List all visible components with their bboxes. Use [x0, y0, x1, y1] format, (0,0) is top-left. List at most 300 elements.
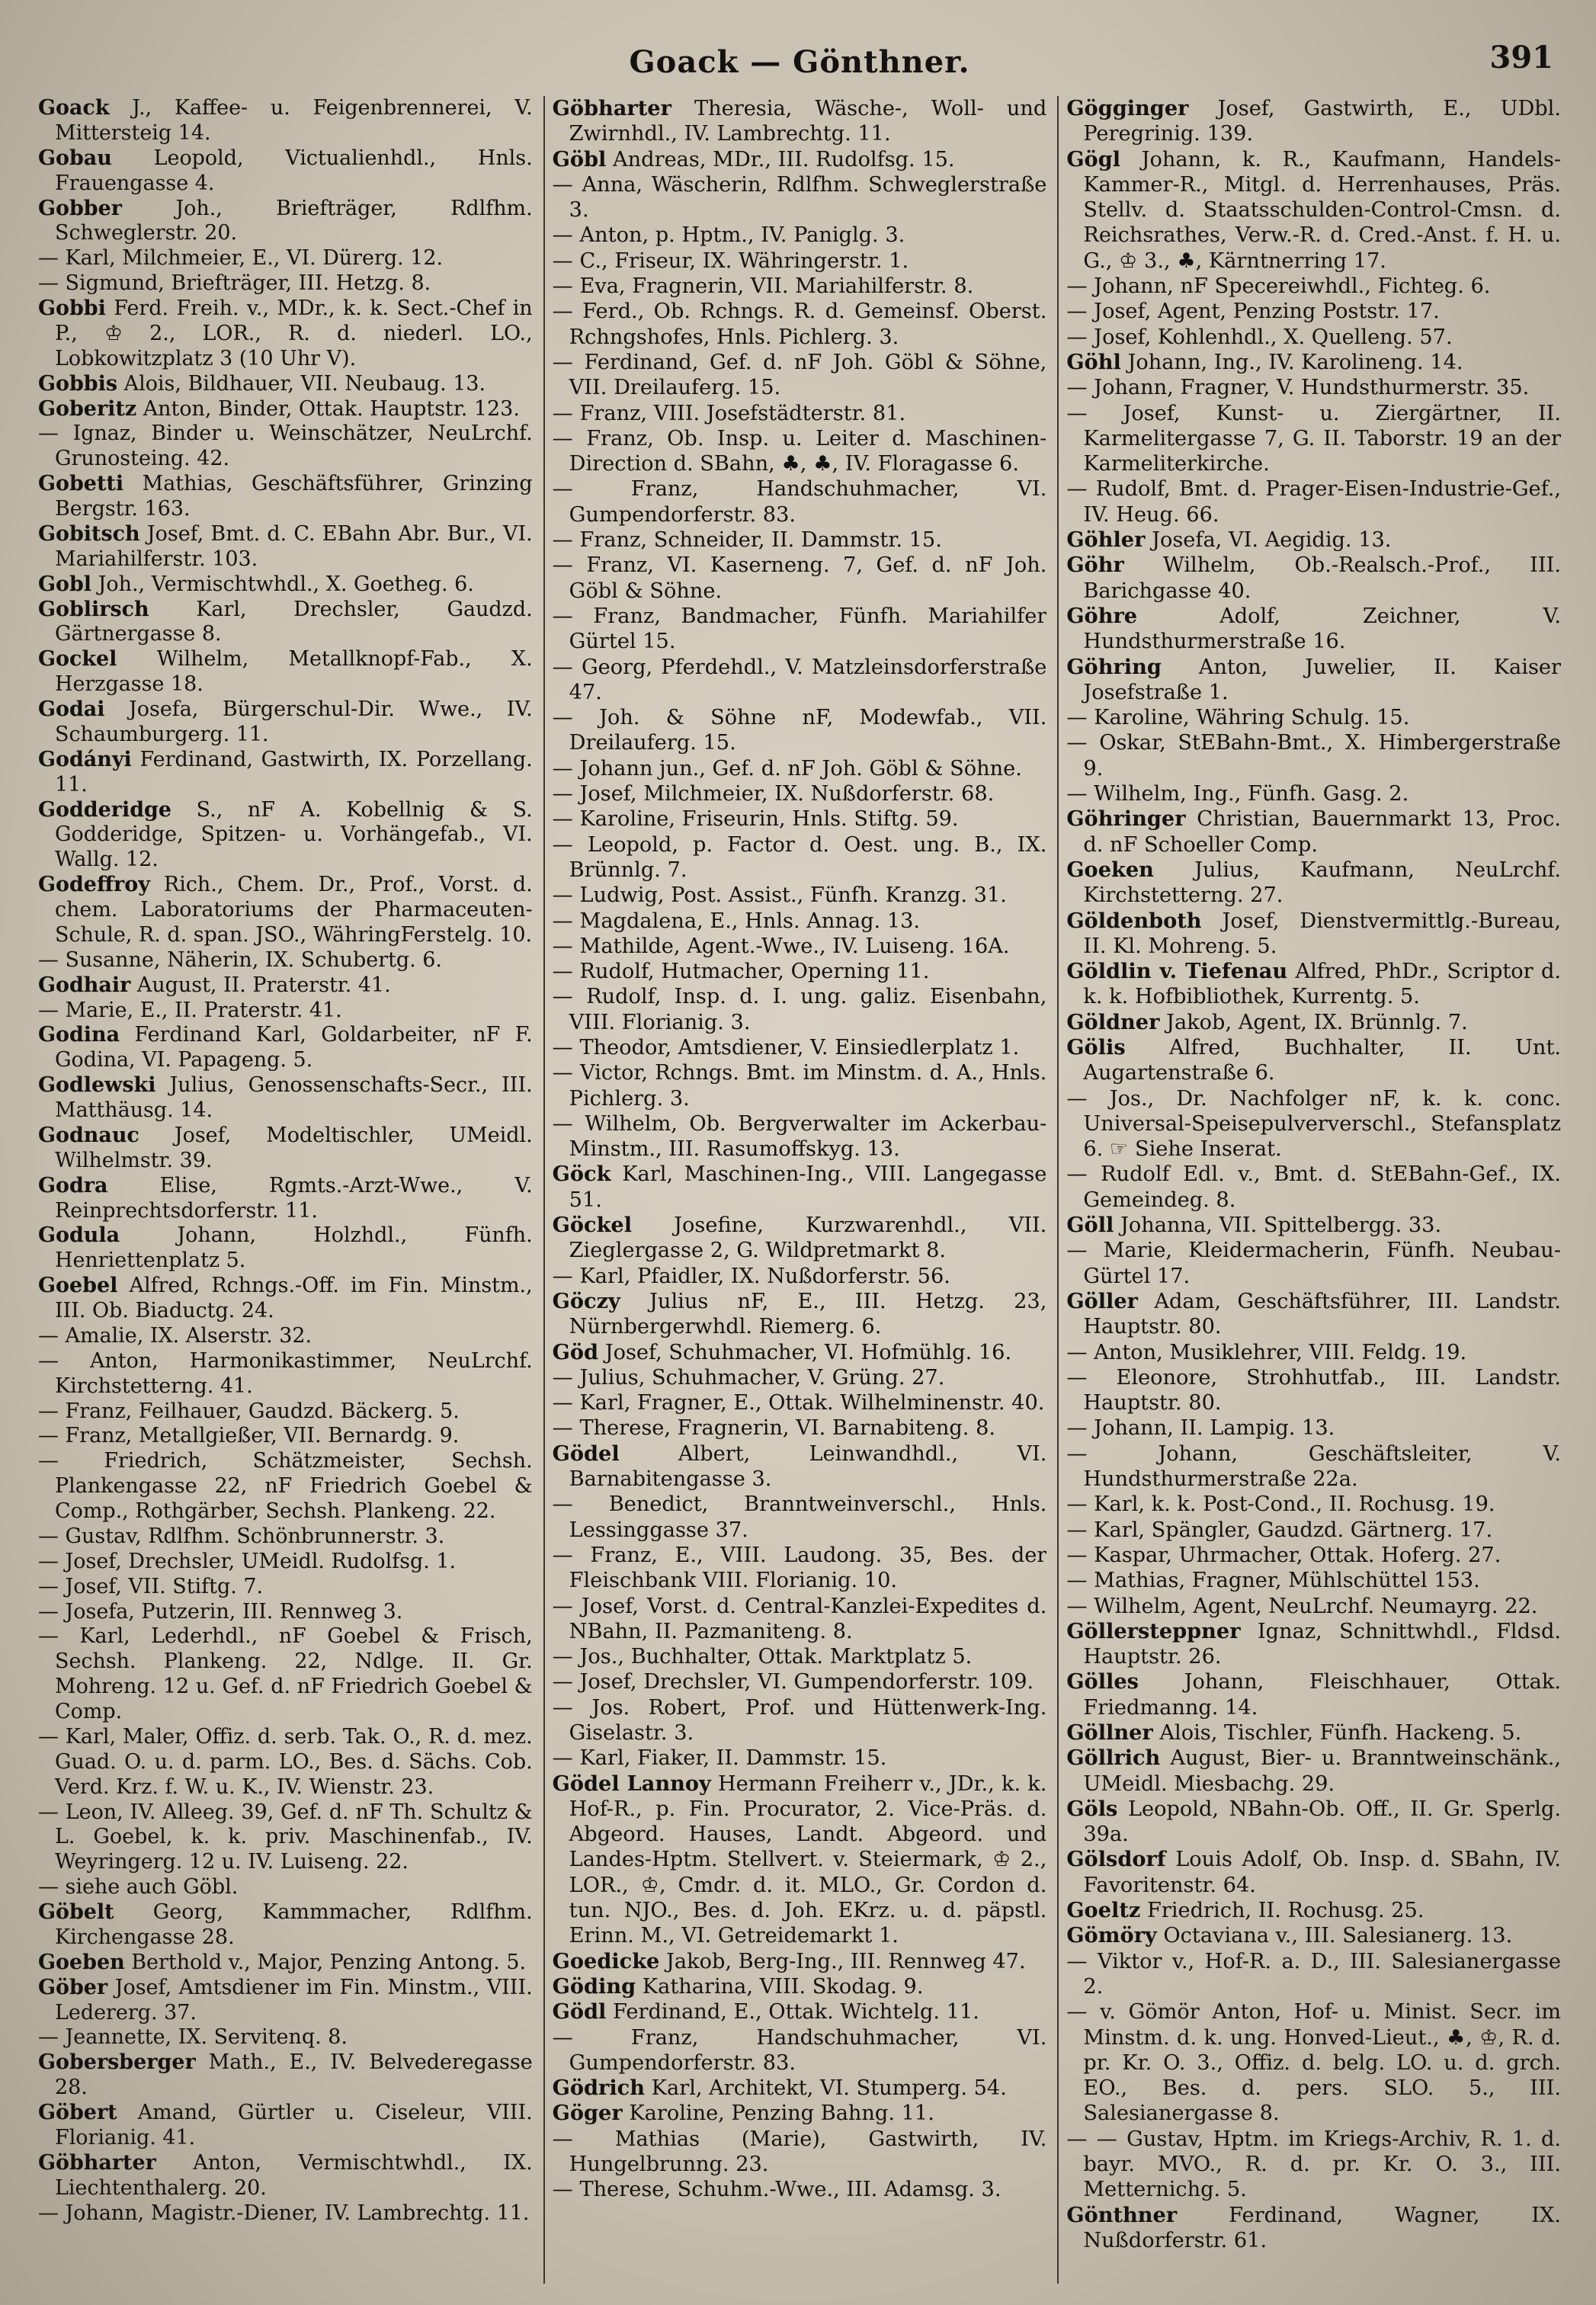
entry-details: Amand, Gürtler u. Ciseleur, VIII. Florianig. 41.	[55, 2101, 533, 2150]
directory-entry	[1066, 909, 1561, 960]
directory-entry	[1066, 1289, 1561, 1340]
directory-entry	[38, 2050, 533, 2101]
directory-entry	[38, 1073, 533, 1124]
entry-surname: Godra	[38, 1173, 108, 1197]
directory-entry	[553, 1594, 1047, 1645]
entry-details: Julius, Kaufmann, NeuLrchf. Kirchstetterng. 27.	[1083, 858, 1562, 908]
directory-entry	[1066, 1010, 1561, 1035]
directory-entry	[553, 1415, 1047, 1441]
directory-entry	[1066, 1340, 1561, 1365]
entry-details: — Rudolf, Insp. d. I. ung. galiz. Eisenbahn, VIII. Florianig. 3.	[552, 985, 1047, 1034]
directory-entry	[553, 806, 1047, 832]
entry-details: — Johann jun., Gef. d. nF Joh. Göbl & Söhne.	[552, 756, 1022, 781]
entry-details: Leopold, Victualienhdl., Hnls. Frauengasse 4.	[55, 146, 533, 195]
entry-details: Louis Adolf, Ob. Insp. d. SBahn, IV. Favoritenstr. 64.	[1083, 1848, 1562, 1897]
entry-details: Theresia, Wäsche-, Woll- und Zwirnhdl., IV. Lambrechtg. 11.	[569, 97, 1047, 146]
entry-details: Karl, Drechsler, Gaudzd. Gärtnergasse 8.	[55, 597, 533, 646]
entry-details: — Karl, Fragner, E., Ottak. Wilhelminenstr. 40.	[552, 1391, 1045, 1415]
directory-entry	[38, 472, 533, 522]
entry-details: Julius nF, E., III. Hetzg. 23, Nürnbergerwhdl. Riemerg. 6.	[569, 1289, 1047, 1339]
directory-entry	[38, 1223, 533, 1274]
entry-details: — Karl, Maler, Offiz. d. serb. Tak. O., R. d. mez. Guad. O. u. d. parm. LO., Bes. d. Sächs. Cob. Verd. Krz. f. W. u. K., IV. Wienstr. 23.	[38, 1724, 533, 1799]
directory-entry	[553, 959, 1047, 984]
directory-entry	[1066, 858, 1561, 909]
directory-entry	[1066, 1720, 1561, 1746]
entry-details: Johann, Fleischhauer, Ottak. Friedmanng. 14.	[1083, 1670, 1561, 1720]
entry-details: — Anton, Musiklehrer, VIII. Feldg. 19.	[1066, 1340, 1467, 1364]
entry-details: August, II. Praterstr. 41.	[136, 973, 391, 997]
directory-entry	[553, 1492, 1047, 1543]
directory-entry	[553, 172, 1047, 223]
directory-entry	[553, 147, 1047, 172]
directory-entry	[38, 1324, 533, 1349]
directory-entry	[553, 426, 1047, 477]
entry-details: — Leon, IV. Alleeg. 39, Gef. d. nF Th. Schultz & L. Goebel, k. k. priv. Maschinenfab., IV. Weyringerg. 12 u. IV. Luiseng. 22.	[38, 1800, 533, 1874]
entry-details: — Theodor, Amtsdiener, V. Einsiedlerplatz 1.	[552, 1035, 1020, 1060]
directory-entry	[1066, 147, 1561, 274]
entry-details: Anton, Juwelier, II. Kaiser Josefstraße 1.	[1083, 655, 1562, 704]
directory-entry	[1066, 401, 1561, 477]
directory-entry	[553, 1746, 1047, 1771]
directory-entry	[38, 2025, 533, 2050]
directory-entry	[38, 1349, 533, 1399]
entry-details: — Wilhelm, Ing., Fünfh. Gasg. 2.	[1066, 782, 1409, 806]
directory-entry	[38, 1951, 533, 1976]
entry-details: Ferd. Freih. v., MDr., k. k. Sect.-Chef in P., ♔ 2., LOR., R. d. niederl. LO., Lobkowitzplatz 3 (10 Uhr V).	[55, 297, 533, 370]
entry-details: Jakob, Berg-Ing., III. Rennweg 47.	[666, 1949, 1026, 1973]
entry-surname: Göls	[1066, 1796, 1118, 1821]
entry-details: J., Kaffee- u. Feigenbrennerei, V. Mittersteig 14.	[55, 96, 533, 145]
directory-entry	[38, 2201, 533, 2226]
directory-entry	[553, 1999, 1047, 2024]
entry-details: Anton, Binder, Ottak. Hauptstr. 123.	[143, 396, 520, 421]
directory-entry	[38, 96, 533, 146]
directory-entry	[553, 1390, 1047, 1415]
directory-entry	[38, 1174, 533, 1224]
column-right	[1057, 96, 1561, 2284]
entry-details: — Magdalena, E., Hnls. Annag. 13.	[552, 909, 921, 933]
entry-details: Wilhelm, Ob.-Realsch.-Prof., III. Barichgasse 40.	[1083, 553, 1561, 603]
entry-details: Adam, Geschäftsführer, III. Landstr. Hauptstr. 80.	[1083, 1289, 1562, 1339]
entry-surname: Göhl	[1066, 349, 1121, 374]
entry-surname: Gödl	[552, 1999, 607, 2024]
entry-surname: Göhler	[1066, 527, 1146, 553]
entry-details: — Franz, VIII. Josefstädterstr. 81.	[552, 401, 906, 425]
directory-entry	[553, 1035, 1047, 1060]
entry-surname: Gödel	[552, 1441, 620, 1466]
directory-entry	[38, 973, 533, 999]
entry-details: — Julius, Schuhmacher, V. Grüng. 27.	[552, 1365, 945, 1390]
directory-entry	[553, 1162, 1047, 1213]
entry-details: — Viktor v., Hof-R. a. D., III. Salesianergasse 2.	[1066, 1949, 1562, 1999]
directory-entry	[1066, 1518, 1561, 1543]
directory-entry	[553, 934, 1047, 959]
entry-details: — Johann, nF Specereiwhdl., Fichteg. 6.	[1066, 274, 1491, 299]
entry-details: — Susanne, Näherin, IX. Schubertg. 6.	[38, 947, 442, 972]
entry-details: — Jos. Robert, Prof. und Hüttenwerk-Ing. Giselastr. 3.	[552, 1695, 1047, 1745]
directory-entry	[38, 1624, 533, 1725]
entry-details: — Eva, Fragnerin, VII. Mariahilferstr. 8.	[552, 274, 974, 299]
entry-surname: Göldlin v. Tiefenau	[1066, 959, 1288, 984]
entry-details: Alfred, Rchngs.-Off. im Fin. Minstm., III. Ob. Biaductg. 24.	[55, 1274, 533, 1322]
entry-surname: Gölsdorf	[1066, 1847, 1166, 1872]
entry-details: Wilhelm, Metallknopf-Fab., X. Herzgasse 18.	[55, 647, 533, 697]
entry-surname: Gödrich	[552, 2076, 646, 2101]
directory-entry	[38, 647, 533, 697]
columns	[38, 96, 1561, 2284]
directory-entry	[1066, 705, 1561, 730]
entry-details: — Wilhelm, Agent, NeuLrchf. Neumayrg. 22.	[1066, 1594, 1538, 1618]
entry-surname: Gobetti	[38, 472, 124, 496]
entry-details: Ferdinand, E., Ottak. Wichtelg. 11.	[613, 2000, 979, 2024]
directory-entry	[1066, 1441, 1561, 1492]
entry-details: — Johann, Fragner, V. Hundsthurmerstr. 35.	[1066, 376, 1530, 400]
entry-details: — Franz, Metallgießer, VII. Bernardg. 9.	[38, 1424, 460, 1448]
entry-details: — Johann, II. Lampig. 13.	[1066, 1416, 1335, 1441]
entry-details: — Karoline, Währing Schulg. 15.	[1066, 706, 1410, 730]
entry-surname: Gögl	[1066, 146, 1121, 172]
entry-surname: Gobersberger	[38, 2050, 196, 2075]
entry-surname: Gobbi	[38, 297, 106, 320]
directory-entry	[553, 476, 1047, 527]
column-middle	[543, 96, 1047, 2284]
entry-details: Johann, k. R., Kaufmann, Handels-Kammer-R., Mitgl. d. Herrenhauses, Präs. Stellv. d. Staatsschulden-Control-Cmsn. d. Reichsrathes, Verw.-R. d. Cred.-Anst. f. H. u. G., ♔ 3., ♣, Kärntnerring 17.	[1083, 147, 1562, 273]
directory-entry	[553, 781, 1047, 806]
directory-entry	[553, 1695, 1047, 1746]
directory-entry	[553, 299, 1047, 350]
entry-details: — — Gustav, Hptm. im Kriegs-Archiv, R. 1. d. bayr. MVO., R. d. pr. Kr. O. 3., III. Metternichg. 5.	[1066, 2127, 1562, 2202]
directory-entry	[38, 297, 533, 372]
directory-entry	[1066, 1898, 1561, 1923]
entry-details: — Franz, Handschuhmacher, VI. Gumpendorferstr. 83.	[552, 477, 1047, 527]
directory-entry	[38, 146, 533, 197]
entry-details: — Franz, E., VIII. Laudong. 35, Bes. der Fleischbank VIII. Florianig. 10.	[552, 1543, 1047, 1593]
entry-surname: Göd	[552, 1339, 599, 1364]
directory-entry	[553, 756, 1047, 781]
entry-details: — Rudolf, Hutmacher, Operning 11.	[552, 960, 930, 984]
directory-entry	[1066, 96, 1561, 147]
entry-surname: Göding	[552, 1973, 636, 1999]
entry-surname: Göhre	[1066, 603, 1138, 628]
directory-entry	[38, 1875, 533, 1900]
directory-entry	[553, 350, 1047, 401]
entry-surname: Gobber	[38, 196, 122, 220]
entry-details: Ferdinand, Wagner, IX. Nußdorferstr. 61.	[1083, 2203, 1561, 2252]
directory-entry	[38, 697, 533, 748]
directory-entry	[553, 96, 1047, 147]
directory-entry	[1066, 1365, 1561, 1416]
entry-details: — Johann, Geschäftsleiter, V. Hundsthurmerstraße 22a.	[1066, 1441, 1562, 1492]
directory-entry	[38, 422, 533, 472]
entry-details: S., nF A. Kobellnig & S. Godderidge, Spitzen- u. Vorhängefab., VI. Wallg. 12.	[55, 797, 533, 872]
entry-details: — Jos., Buchhalter, Ottak. Marktplatz 5.	[552, 1645, 973, 1669]
directory-entry	[1066, 1999, 1561, 2126]
directory-entry	[1066, 1797, 1561, 1848]
directory-entry	[1066, 781, 1561, 806]
entry-details: Elise, Rgmts.-Arzt-Wwe., V. Reinprechtsdorferstr. 11.	[55, 1173, 533, 1223]
directory-entry	[38, 1725, 533, 1800]
directory-entry	[38, 598, 533, 648]
entry-details: — Friedrich, Schätzmeister, Sechsh. Plankengasse 22, nF Friedrich Goebel & Comp., Rothgärber, Sechsh. Plankeng. 22.	[38, 1449, 533, 1523]
entry-details: — Kaspar, Uhrmacher, Ottak. Hoferg. 27.	[1066, 1543, 1501, 1567]
entry-details: — Anna, Wäscherin, Rdlfhm. Schweglerstraße 3.	[552, 172, 1047, 223]
directory-entry	[1066, 375, 1561, 400]
directory-entry	[1066, 1543, 1561, 1568]
directory-entry	[38, 572, 533, 598]
entry-details: Joh., Briefträger, Rdlfhm. Schweglerstr. 20.	[55, 196, 533, 245]
entry-details: Josef, Gastwirth, E., UDbl. Peregrinig. 139.	[1083, 97, 1562, 146]
entry-surname: Gödel Lannoy	[552, 1771, 711, 1796]
directory-entry	[553, 1441, 1047, 1492]
entry-details: Friedrich, II. Rochusg. 25.	[1146, 1899, 1425, 1923]
directory-entry	[553, 553, 1047, 604]
entry-surname: Godina	[38, 1023, 120, 1047]
entry-details: — Josef, Milchmeier, IX. Nußdorferstr. 68.	[552, 782, 995, 806]
directory-entry	[553, 1949, 1047, 1974]
directory-entry	[553, 909, 1047, 934]
entry-details: Adolf, Zeichner, V. Hundsthurmerstraße 16.	[1083, 604, 1562, 654]
entry-details: — Franz, Ob. Insp. u. Leiter d. Maschinen-Direction d. SBahn, ♣, ♣, IV. Floragasse 6.	[552, 426, 1047, 476]
entry-details: — Marie, E., II. Praterstr. 41.	[38, 998, 342, 1022]
entry-details: — Sigmund, Briefträger, III. Hetzg. 8.	[38, 271, 431, 296]
directory-entry	[1066, 730, 1561, 781]
directory-entry	[553, 1060, 1047, 1111]
directory-entry	[38, 1023, 533, 1073]
page-header	[38, 37, 1561, 96]
entry-details: — Mathilde, Agent.-Wwe., IV. Luiseng. 16A.	[552, 934, 1010, 958]
entry-details: Josefine, Kurzwarenhdl., VII. Zieglergasse 2, G. Wildpretmarkt 8.	[569, 1213, 1047, 1263]
entry-surname: Gönthner	[1066, 2202, 1178, 2227]
entry-surname: Goedicke	[552, 1948, 660, 1973]
entry-surname: Göckel	[552, 1213, 633, 1238]
directory-entry	[553, 1771, 1047, 1949]
directory-entry	[38, 246, 533, 271]
entry-details: — Jos., Dr. Nachfolger nF, k. k. conc. Universal-Speisepulververschl., Stefansplatz 6. ☞ Siehe Inserat.	[1066, 1086, 1562, 1162]
directory-entry	[1066, 806, 1561, 858]
entry-details: Johann, Ing., IV. Karolineng. 14.	[1127, 350, 1463, 374]
directory-entry	[1066, 2127, 1561, 2203]
entry-details: — Joh. & Söhne nF, Modewfab., VII. Dreilauferg. 15.	[552, 706, 1047, 755]
entry-details: Karl, Maschinen-Ing., VIII. Langegasse 51.	[569, 1162, 1047, 1212]
directory-entry	[553, 1213, 1047, 1264]
directory-entry	[553, 274, 1047, 299]
entry-details: Leopold, NBahn-Ob. Off., II. Gr. Sperlg. 39a.	[1083, 1797, 1561, 1847]
entry-surname: Göck	[552, 1162, 611, 1187]
entry-surname: Göller	[1066, 1288, 1138, 1313]
entry-details: — Karoline, Friseurin, Hnls. Stiftg. 59.	[552, 807, 959, 832]
entry-details: Julius, Genossenschafts-Secr., III. Matthäusg. 14.	[55, 1073, 533, 1122]
entry-details: — Karl, Fiaker, II. Dammstr. 15.	[552, 1746, 887, 1771]
directory-entry	[1066, 1847, 1561, 1898]
directory-entry	[1066, 1086, 1561, 1162]
entry-details: — Victor, Rchngs. Bmt. im Minstm. d. A., Hnls. Pichlerg. 3.	[552, 1061, 1047, 1111]
entry-details: Karl, Architekt, VI. Stumperg. 54.	[651, 2076, 1007, 2101]
entry-surname: Godlewski	[38, 1073, 156, 1098]
entry-surname: Godnauc	[38, 1123, 139, 1147]
directory-entry	[553, 223, 1047, 248]
entry-details: August, Bier- u. Branntweinschänk., UMeidl. Miesbachg. 29.	[1083, 1746, 1562, 1796]
directory-entry	[553, 604, 1047, 655]
entry-surname: Godeffroy	[38, 873, 150, 897]
entry-details: — Josef, Drechsler, VI. Gumpendorferstr. 109.	[552, 1670, 1034, 1694]
entry-surname: Göhring	[1066, 654, 1162, 679]
entry-surname: Göhringer	[1066, 806, 1186, 832]
entry-surname: Gölis	[1066, 1034, 1126, 1060]
directory-entry	[553, 1289, 1047, 1340]
directory-entry	[553, 2101, 1047, 2126]
entry-surname: Goeken	[1066, 857, 1154, 882]
directory-entry	[38, 522, 533, 572]
entry-details: Georg, Kammmacher, Rdlfhm. Kirchengasse 28.	[55, 1900, 533, 1949]
directory-entry	[38, 798, 533, 874]
directory-entry	[553, 984, 1047, 1035]
entry-details: Rich., Chem. Dr., Prof., Vorst. d. chem. Laboratoriums der Pharmaceuten-Schule, R. d. span. JSO., WähringFerstelg. 10.	[55, 873, 533, 947]
entry-details: — Josef, Agent, Penzing Poststr. 17.	[1066, 300, 1440, 324]
directory-entry	[38, 1124, 533, 1174]
entry-surname: Goeben	[38, 1950, 125, 1974]
directory-entry	[1066, 1415, 1561, 1441]
entry-details: Ignaz, Schnittwhdl., Fldsd. Hauptstr. 26.	[1083, 1619, 1562, 1669]
entry-details: Johanna, VII. Spittelbergg. 33.	[1120, 1213, 1442, 1238]
entry-details: Christian, Bauernmarkt 13, Proc. d. nF Schoeller Comp.	[1083, 807, 1562, 857]
running-title: Goack — Gönthner.	[629, 44, 970, 80]
entry-surname: Gömöry	[1066, 1923, 1157, 1948]
entry-details: Albert, Leinwandhdl., VI. Barnabitengasse 3.	[569, 1441, 1047, 1492]
directory-entry	[1066, 1492, 1561, 1517]
entry-details: — Ferdinand, Gef. d. nF Joh. Göbl & Söhne, VII. Dreilauferg. 15.	[552, 350, 1047, 400]
entry-details: Katharina, VIII. Skodag. 9.	[642, 1974, 924, 1999]
entry-details: — C., Friseur, IX. Währingerstr. 1.	[552, 248, 909, 273]
entry-details: Ferdinand, Gastwirth, IX. Porzellang. 11.	[55, 747, 533, 797]
directory-entry	[1066, 527, 1561, 553]
directory-entry	[553, 832, 1047, 883]
entry-details: — siehe auch Göbl.	[38, 1875, 239, 1899]
directory-entry	[1066, 274, 1561, 299]
entry-details: Josef, Amtsdiener im Fin. Minstm., VIII. Ledererg. 37.	[55, 1975, 533, 2024]
entry-details: Jakob, Agent, IX. Brünnlg. 7.	[1166, 1010, 1468, 1034]
entry-surname: Göllersteppner	[1066, 1618, 1241, 1643]
entry-details: — Karl, Milchmeier, E., VI. Dürerg. 12.	[38, 246, 444, 271]
entry-surname: Goblirsch	[38, 597, 149, 621]
directory-entry	[38, 748, 533, 798]
entry-details: — Jeannette, IX. Servitenq. 8.	[38, 2025, 348, 2050]
entry-surname: Göbelt	[38, 1900, 114, 1924]
entry-surname: Göllrich	[1066, 1746, 1161, 1771]
entry-details: Josef, Dienstvermittlg.-Bureau, II. Kl. Mohreng. 5.	[1083, 909, 1562, 958]
directory-entry	[1066, 299, 1561, 324]
directory-entry	[38, 873, 533, 948]
entry-details: — Anton, p. Hptm., IV. Paniglg. 3.	[552, 223, 905, 248]
entry-surname: Goack	[38, 96, 110, 120]
directory-entry	[553, 1264, 1047, 1289]
directory-entry	[38, 1399, 533, 1425]
entry-surname: Gobbis	[38, 371, 118, 396]
entry-surname: Göbharter	[38, 2150, 156, 2175]
entry-details: — Georg, Pferdehdl., V. Matzleinsdorferstraße 47.	[552, 655, 1047, 704]
directory-entry	[553, 1111, 1047, 1162]
entry-surname: Godai	[38, 697, 105, 721]
directory-entry	[38, 948, 533, 973]
directory-entry	[38, 197, 533, 247]
entry-surname: Gobl	[38, 572, 92, 596]
directory-entry	[38, 1424, 533, 1449]
directory-entry	[1066, 1949, 1561, 2000]
entry-surname: Göldenboth	[1066, 908, 1202, 933]
directory-entry	[38, 372, 533, 397]
entry-details: — Wilhelm, Ob. Bergverwalter im Ackerbau-Minstm., III. Rasumoffskyg. 13.	[552, 1111, 1047, 1162]
entry-details: Andreas, MDr., III. Rudolfsg. 15.	[613, 147, 955, 172]
directory-entry	[1066, 604, 1561, 655]
directory-entry	[1066, 655, 1561, 706]
entry-surname: Göldner	[1066, 1009, 1160, 1034]
directory-entry	[553, 1340, 1047, 1365]
entry-details: — Franz, Handschuhmacher, VI. Gumpendorferstr. 83.	[552, 2025, 1047, 2075]
entry-details: Hermann Freiherr v., JDr., k. k. Hof-R., p. Fin. Procurator, 2. Vice-Präs. d. Abgeord. Hauses, Landt. Abgeord. und Landes-Hptm. Stellvert. v. Steiermark, ♔ 2., LOR., ♔, Cmdr. d. it. MLO., Gr. Cordon d. tun. NJO., Bes. d. Joh. EKrz. u. d. päpstl. Erinn. M., VI. Getreidemarkt 1.	[569, 1771, 1047, 1948]
directory-entry	[1066, 1213, 1561, 1238]
directory-entry	[553, 705, 1047, 756]
entry-surname: Godderidge	[38, 797, 172, 822]
entry-details: — Franz, VI. Kaserneng. 7, Gef. d. nF Joh. Göbl & Söhne.	[552, 553, 1047, 603]
entry-details: — Josef, Kohlenhdl., X. Quelleng. 57.	[1066, 325, 1453, 349]
entry-surname: Godhair	[38, 973, 131, 997]
directory-entry	[553, 248, 1047, 274]
entry-details: — Josef, VII. Stiftg. 7.	[38, 1574, 264, 1598]
entry-details: — Eleonore, Strohhutfab., III. Landstr. Hauptstr. 80.	[1066, 1365, 1562, 1415]
entry-details: — Johann, Magistr.-Diener, IV. Lambrechtg. 11.	[38, 2201, 530, 2225]
entry-details: Octaviana v., III. Salesianerg. 13.	[1163, 1924, 1513, 1948]
entry-details: — Mathias (Marie), Gastwirth, IV. Hungelbrunng. 23.	[552, 2127, 1047, 2177]
entry-details: — Leopold, p. Factor d. Oest. ung. B., IX. Brünnlg. 7.	[552, 832, 1047, 882]
entry-details: Karoline, Penzing Bahng. 11.	[629, 2101, 934, 2126]
directory-entry	[553, 527, 1047, 553]
entry-surname: Göczy	[552, 1288, 620, 1313]
entry-surname: Göhr	[1066, 553, 1124, 578]
directory-entry	[553, 2076, 1047, 2101]
entry-details: — Gustav, Rdlfhm. Schönbrunnerstr. 3.	[38, 1524, 445, 1548]
entry-details: — Karl, Pfaidler, IX. Nußdorferstr. 56.	[552, 1264, 950, 1288]
entry-details: — Oskar, StEBahn-Bmt., X. Himbergerstraße 9.	[1066, 731, 1562, 781]
directory-entry	[1066, 959, 1561, 1010]
entry-surname: Göger	[552, 2101, 623, 2126]
entry-surname: Gobau	[38, 146, 112, 170]
entry-details: — Ignaz, Binder u. Weinschätzer, NeuLrchf. Grunosteing. 42.	[38, 422, 533, 471]
entry-details: Alois, Bildhauer, VII. Neubaug. 13.	[123, 371, 486, 396]
entry-surname: Göbl	[552, 146, 607, 172]
directory-entry	[1066, 476, 1561, 527]
directory-entry	[553, 401, 1047, 426]
entry-details: — Karl, k. k. Post-Cond., II. Rochusg. 19.	[1066, 1492, 1495, 1517]
directory-entry	[1066, 1035, 1561, 1086]
entry-details: Berthold v., Major, Penzing Antong. 5.	[131, 1950, 527, 1974]
directory-entry	[553, 2127, 1047, 2178]
entry-details: — Amalie, IX. Alserstr. 32.	[38, 1323, 312, 1348]
entry-details: — Mathias, Fragner, Mühlschüttel 153.	[1066, 1569, 1480, 1593]
entry-details: Josef, Bmt. d. C. EBahn Abr. Bur., VI. Mariahilferstr. 103.	[55, 521, 533, 571]
entry-surname: Göber	[38, 1975, 108, 1999]
directory-entry	[38, 2151, 533, 2201]
entry-surname: Göllner	[1066, 1720, 1153, 1745]
directory-entry	[553, 1669, 1047, 1694]
directory-entry	[553, 1365, 1047, 1390]
entry-details: — Josef, Vorst. d. Central-Kanzlei-Expedites d. NBahn, II. Pazmaniteng. 8.	[552, 1594, 1047, 1643]
entry-surname: Goberitz	[38, 396, 137, 421]
directory-entry	[553, 1974, 1047, 1999]
directory-entry	[1066, 1746, 1561, 1797]
directory-entry	[38, 1976, 533, 2026]
entry-details: — Marie, Kleidermacherin, Fünfh. Neubau-Gürtel 17.	[1066, 1239, 1562, 1288]
directory-entry	[553, 2177, 1047, 2202]
entry-details: — Rudolf, Bmt. d. Prager-Eisen-Industrie-Gef., IV. Heug. 66.	[1066, 477, 1562, 527]
